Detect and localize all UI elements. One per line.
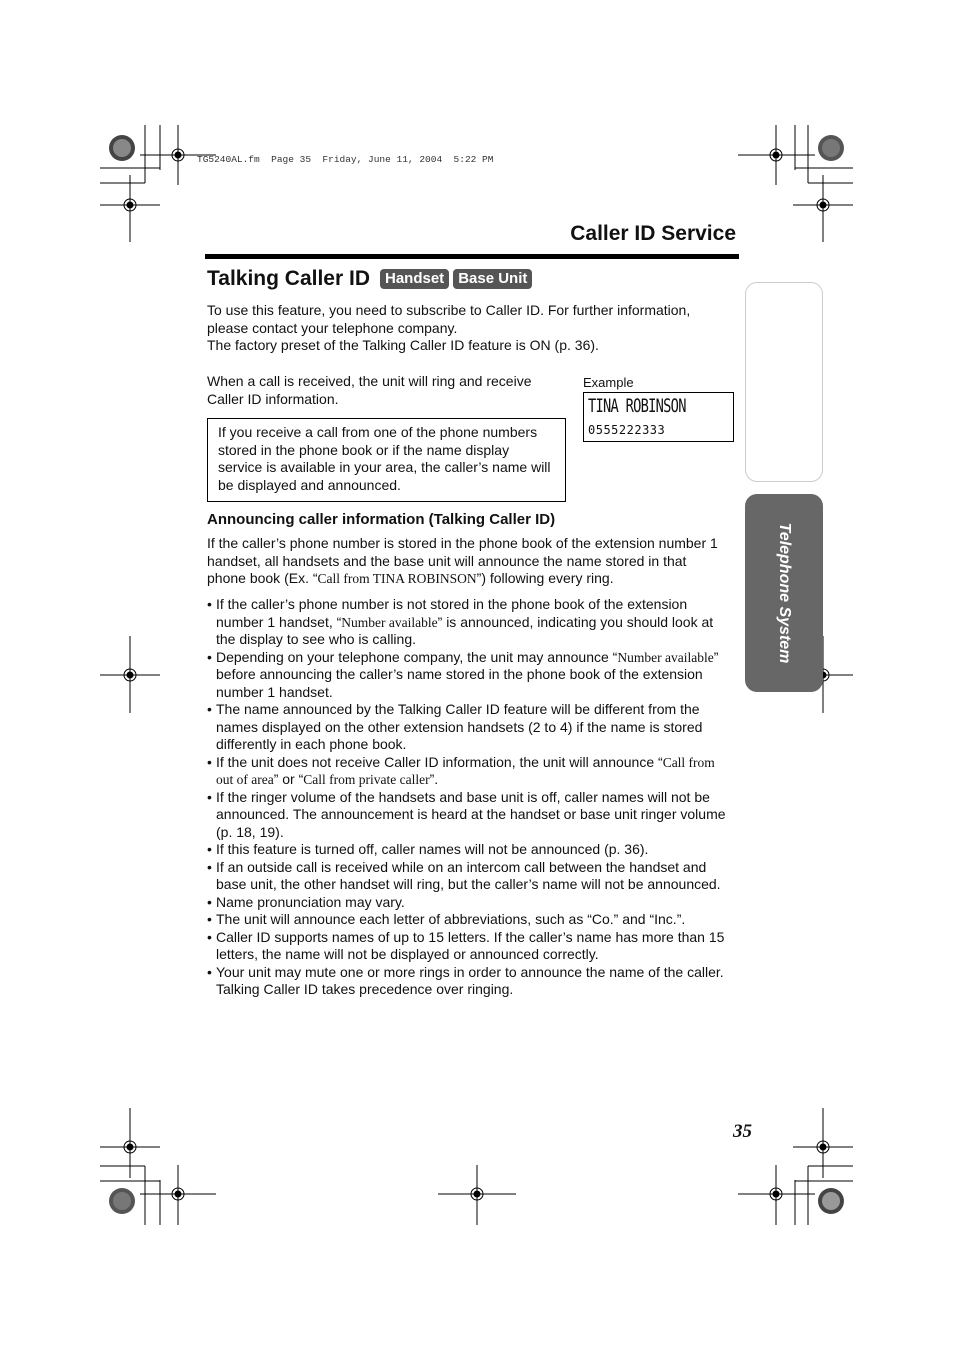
text: Talking Caller ID takes precedence over ringing. <box>216 981 514 997</box>
announce-paragraph <box>207 535 718 588</box>
handset-badge: Handset <box>380 269 449 289</box>
voice-example: Call from private caller <box>303 772 430 787</box>
list-item <box>207 964 737 999</box>
intro-line: The factory preset of the Talking Caller ID feature is ON (p. 36). <box>207 337 599 353</box>
text: base unit, the other handset will ring, but the caller’s name will not be announced. <box>216 876 721 892</box>
print-info: TG5240AL.fm Page 35 Friday, June 11, 2004 5:22 PM <box>197 154 494 165</box>
text: the display to see who is calling. <box>216 631 416 647</box>
list-item <box>207 911 737 929</box>
text: announced. The announcement is heard at the handset or base unit ringer volume <box>216 806 726 822</box>
text: (p. 18, 19). <box>216 823 284 840</box>
example-label: Example <box>583 375 634 390</box>
page-number: 35 <box>733 1121 752 1142</box>
list-item <box>207 841 737 859</box>
text: • Your unit may mute one or more rings in order to announce the name of the caller. <box>216 963 724 980</box>
text: ” is announced, indicating you should look at <box>437 613 714 630</box>
side-tab-label: Telephone System <box>776 522 793 664</box>
text: • If an outside call is received while on an intercom call between the handset and <box>216 858 707 875</box>
voice-example: Number available <box>341 614 438 630</box>
list-item <box>207 649 737 702</box>
subheading: Announcing caller information (Talking Caller ID) <box>207 511 556 528</box>
notes-list <box>207 596 737 999</box>
side-tab-blank <box>745 282 823 482</box>
list-item <box>207 894 737 912</box>
base-unit-badge: Base Unit <box>453 269 532 289</box>
text: names displayed on the other extension handsets (2 to 4) if the name is stored <box>216 718 703 735</box>
text: phone book (Ex. “ <box>207 570 318 586</box>
announce-line: handset, all handsets and the base unit will announce the name stored in that <box>207 552 687 569</box>
note-line: be displayed and announced. <box>218 476 401 493</box>
text: number 1 handset, “ <box>216 613 342 630</box>
page-title-text: Talking Caller ID <box>207 267 370 290</box>
text: If the unit does not receive Caller ID information, the unit will announce “ <box>216 753 663 770</box>
intro-line: To use this feature, you need to subscribe to Caller ID. For further information, <box>207 302 691 318</box>
lcd-caller-number: 0555222333 <box>588 423 666 437</box>
list-item <box>207 929 737 964</box>
text: • If the ringer volume of the handsets and base unit is off, caller names will not be <box>216 788 710 805</box>
ring-line: Caller ID information. <box>207 390 339 407</box>
voice-example: Call from <box>662 754 715 770</box>
list-item <box>207 754 737 789</box>
text: • Name pronunciation may vary. <box>216 893 405 910</box>
ring-paragraph <box>207 373 532 408</box>
page-title <box>207 267 532 291</box>
list-item <box>207 789 737 842</box>
side-tab-telephone-system <box>745 494 823 692</box>
voice-example: Call from TINA ROBINSON <box>317 571 477 586</box>
section-title: Caller ID Service <box>570 222 736 245</box>
text: ”. <box>429 771 439 787</box>
voice-example: out of area <box>216 772 274 787</box>
note-line: If you receive a call from one of the phone numbers <box>218 424 538 440</box>
text: ”) following every ring. <box>476 570 614 586</box>
ring-line: When a call is received, the unit will ring and receive <box>207 373 532 389</box>
text: • The name announced by the Talking Caller ID feature will be different from the <box>216 701 700 717</box>
lcd-caller-name: TINA ROBINSON <box>588 395 686 417</box>
announce-line: If the caller’s phone number is stored in the phone book of the extension number 1 <box>207 535 718 551</box>
text: Depending on your telephone company, the unit may announce “ <box>216 648 618 665</box>
intro-line: please contact your telephone company. <box>207 319 458 336</box>
intro-paragraph <box>207 302 690 355</box>
text: • If the caller’s phone number is not stored in the phone book of the extension <box>216 596 688 612</box>
list-item <box>207 701 737 754</box>
text: number 1 handset. <box>216 683 333 700</box>
announce-line <box>207 570 718 588</box>
list-item <box>207 859 737 894</box>
note-line: stored in the phone book or if the name display <box>218 441 510 458</box>
note-line: service is available in your area, the caller’s name will <box>218 459 551 475</box>
text: • The unit will announce each letter of abbreviations, such as “Co.” and “Inc.”. <box>216 911 686 927</box>
text: before announcing the caller’s name stored in the phone book of the extension <box>216 666 703 682</box>
text: ” or “ <box>273 771 304 787</box>
text: • If this feature is turned off, caller names will not be announced (p. 36). <box>216 841 649 857</box>
note-box <box>207 418 566 502</box>
lcd-display-example <box>583 392 734 442</box>
text: letters, the name will not be displayed or announced correctly. <box>216 946 599 962</box>
text: ” <box>713 648 719 665</box>
voice-example: Number available <box>617 649 714 665</box>
text: differently in each phone book. <box>216 736 407 752</box>
text: • Caller ID supports names of up to 15 letters. If the caller’s name has more than 15 <box>216 928 725 945</box>
list-item <box>207 596 737 649</box>
title-rule <box>205 254 739 259</box>
